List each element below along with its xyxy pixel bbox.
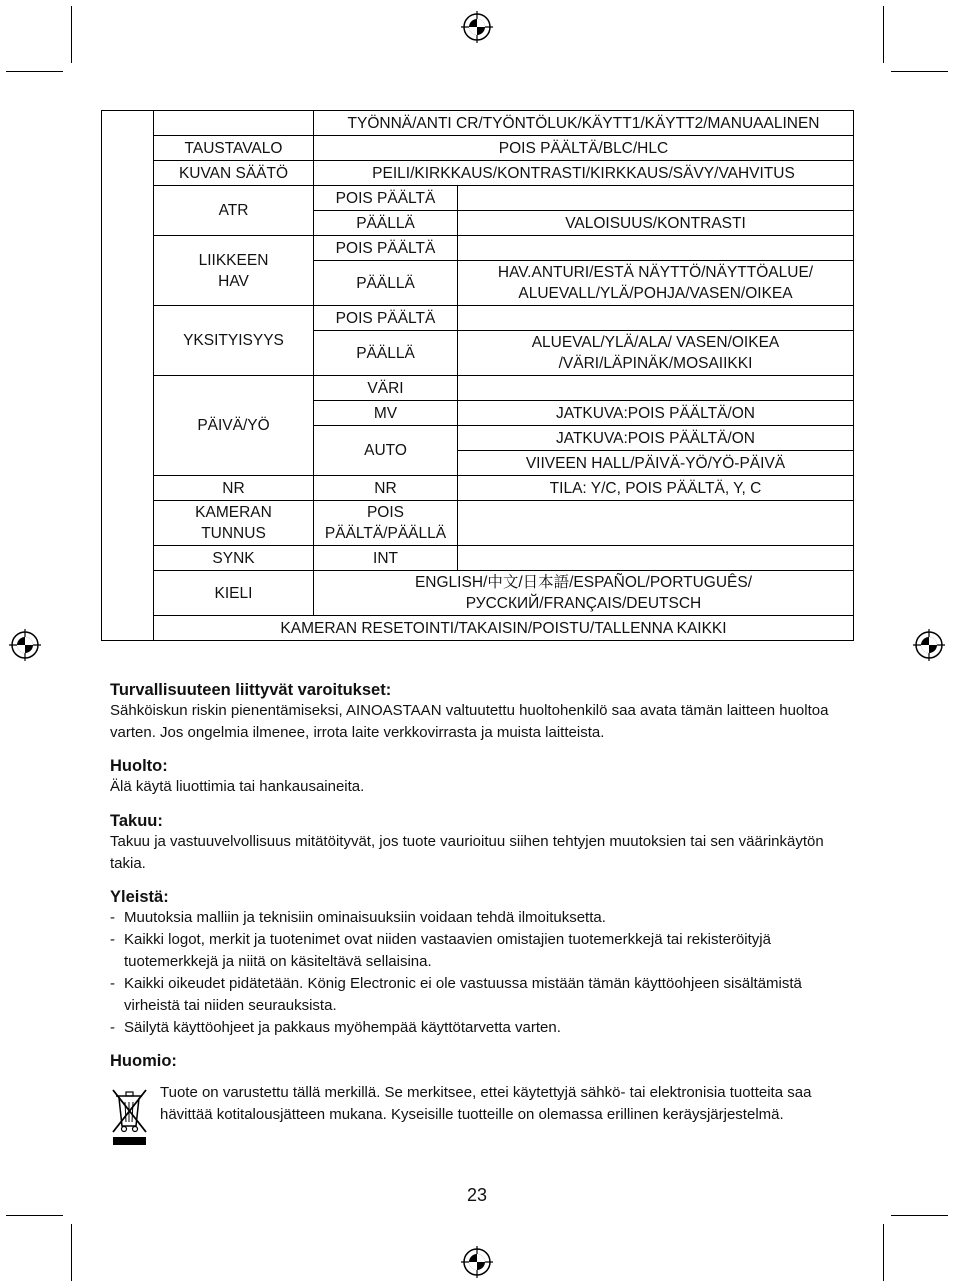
section-text: Sähköiskun riskin pienentämiseksi, AINOASTAAN valtuutettu huoltohenkilö saa avata tämän laitteen huoltoa varten. Jos ongelmia ilmenee, irrota laite verkkovirrasta ja muista laitteista.	[110, 702, 829, 741]
huomio-text: Tuote on varustettu tällä merkillä. Se merkitsee, ettei käytettyjä sähkö- tai elektronisia tuotteita saa hävittää kotitalousjätteen mukana. Kyseisille tuotteille on olemassa erillinen keräysjärjestelmä.	[160, 1084, 812, 1123]
list-item: - Muutoksia malliin ja teknisiin ominaisuuksiin voidaan tehdä ilmoituksetta.	[110, 907, 845, 929]
row-value: VIIVEEN HALL/PÄIVÄ-YÖ/YÖ-PÄIVÄ	[458, 451, 854, 476]
row-value: JATKUVA:POIS PÄÄLTÄ/ON	[458, 401, 854, 426]
section-heading: Takuu:	[110, 812, 163, 830]
huolto-section	[110, 756, 845, 798]
safety-section	[110, 680, 845, 744]
crop-mark	[71, 6, 72, 63]
row-option: INT	[314, 546, 458, 571]
list-item: - Kaikki logot, merkit ja tuotenimet ovat niiden vastaavien omistajien tuotemerkkejä tai rekisteröityjä tuotemerkkejä ja niitä on käsiteltävä sellaisina.	[110, 929, 845, 973]
crop-mark	[883, 6, 884, 63]
crop-mark	[6, 1215, 63, 1216]
row-option: NR	[314, 476, 458, 501]
row-label: NR	[154, 476, 314, 501]
row-value: POIS PÄÄLTÄ/BLC/HLC	[314, 136, 854, 161]
section-heading: Yleistä:	[110, 888, 169, 906]
row-option: POIS PÄÄLTÄ	[314, 306, 458, 331]
row-label: YKSITYISYYS	[154, 306, 314, 376]
crop-mark	[891, 1215, 948, 1216]
yleista-section	[110, 887, 845, 1039]
crop-mark	[71, 1224, 72, 1281]
registration-mark-icon	[460, 1245, 494, 1279]
row-option: MV	[314, 401, 458, 426]
registration-mark-icon	[8, 628, 42, 662]
section-text: Takuu ja vastuuvelvollisuus mitätöityvät, jos tuote vaurioituu siihen tehtyjen muutoksien tai sen väärinkäytön takia.	[110, 833, 824, 872]
row-value: PEILI/KIRKKAUS/KONTRASTI/KIRKKAUS/SÄVY/VAHVITUS	[314, 161, 854, 186]
row-option: PÄÄLLÄ	[314, 331, 458, 376]
registration-mark-icon	[460, 10, 494, 44]
list-item: - Kaikki oikeudet pidätetään. König Electronic ei ole vastuussa mistään tämän käyttöohjeen sisältämistä virheistä tai niiden seurauksista.	[110, 973, 845, 1017]
section-heading: Huolto:	[110, 757, 168, 775]
table-header: TYÖNNÄ/ANTI CR/TYÖNTÖLUK/KÄYTT1/KÄYTT2/MANUAALINEN	[314, 111, 854, 136]
page-number: 23	[466, 1185, 488, 1205]
row-value: JATKUVA:POIS PÄÄLTÄ/ON	[458, 426, 854, 451]
blank-column	[102, 111, 154, 641]
row-label: KUVAN SÄÄTÖ	[154, 161, 314, 186]
row-option: AUTO	[314, 426, 458, 476]
row-label: PÄIVÄ/YÖ	[154, 376, 314, 476]
list-item: - Säilytä käyttöohjeet ja pakkaus myöhempää käyttötarvetta varten.	[110, 1017, 845, 1039]
registration-mark-icon	[912, 628, 946, 662]
table-footer: KAMERAN RESETOINTI/TAKAISIN/POISTU/TALLENNA KAIKKI	[154, 616, 854, 641]
row-label: SYNK	[154, 546, 314, 571]
row-label: TAUSTAVALO	[154, 136, 314, 161]
row-value: ENGLISH/中文/日本語/ESPAÑOL/PORTUGUÊS/ РУССКИЙ/FRANÇAIS/DEUTSCH	[314, 571, 854, 616]
row-value: HAV.ANTURI/ESTÄ NÄYTTÖ/NÄYTTÖALUE/ ALUEVALL/YLÄ/POHJA/VASEN/OIKEA	[458, 261, 854, 306]
row-option: POIS PÄÄLTÄ/PÄÄLLÄ	[314, 501, 458, 546]
row-option: PÄÄLLÄ	[314, 211, 458, 236]
section-text: Älä käytä liuottimia tai hankausaineita.	[110, 778, 365, 795]
section-heading: Turvallisuuteen liittyvät varoitukset:	[110, 681, 392, 699]
row-label: ATR	[154, 186, 314, 236]
huomio-heading-wrap	[110, 1051, 845, 1071]
row-value: ALUEVAL/YLÄ/ALA/ VASEN/OIKEA /VÄRI/LÄPINÄK/MOSAIIKKI	[458, 331, 854, 376]
row-option: POIS PÄÄLTÄ	[314, 186, 458, 211]
row-option: VÄRI	[314, 376, 458, 401]
bullet-list	[110, 907, 845, 1039]
row-label: LIIKKEEN HAV	[154, 236, 314, 306]
crop-mark	[883, 1224, 884, 1281]
row-value: VALOISUUS/KONTRASTI	[458, 211, 854, 236]
osd-menu-table	[101, 110, 854, 641]
row-label: KIELI	[154, 571, 314, 616]
weee-crossed-bin-icon	[110, 1086, 150, 1146]
row-option: PÄÄLLÄ	[314, 261, 458, 306]
crop-mark	[6, 71, 63, 72]
takuu-section	[110, 811, 845, 875]
crop-mark	[891, 71, 948, 72]
row-value: TILA: Y/C, POIS PÄÄLTÄ, Y, C	[458, 476, 854, 501]
section-heading: Huomio:	[110, 1052, 177, 1070]
row-label: KAMERAN TUNNUS	[154, 501, 314, 546]
row-option: POIS PÄÄLTÄ	[314, 236, 458, 261]
